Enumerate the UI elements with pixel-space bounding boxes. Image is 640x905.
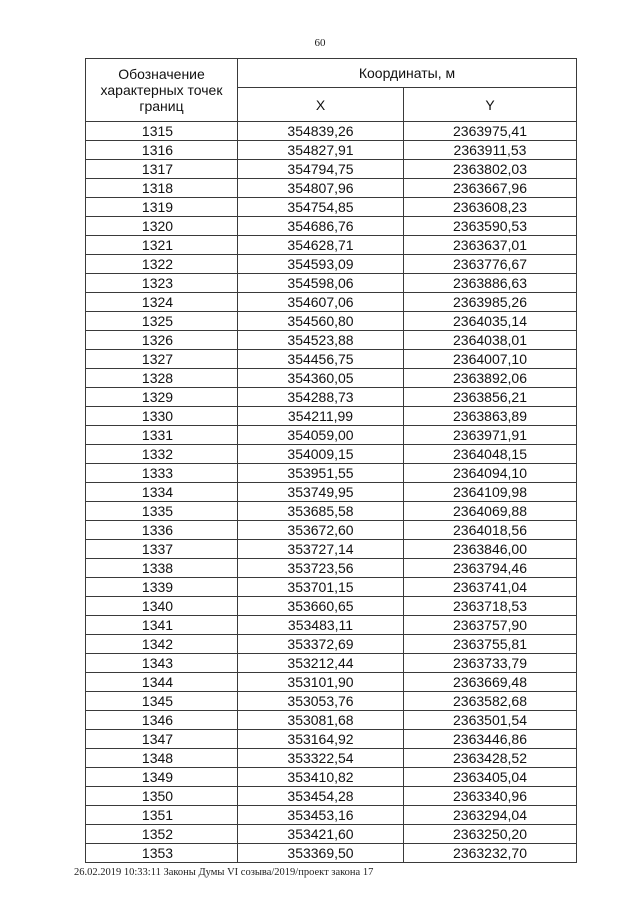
- table-row: [86, 578, 577, 597]
- table-row: [86, 198, 577, 217]
- cell-x-coordinate: 354360,05: [238, 369, 404, 388]
- cell-x-coordinate: 353164,92: [238, 730, 404, 749]
- cell-point-number: 1315: [86, 122, 238, 141]
- cell-x-coordinate: 354560,80: [238, 312, 404, 331]
- cell-x-coordinate: 354059,00: [238, 426, 404, 445]
- table-row: [86, 597, 577, 616]
- cell-y-coordinate: 2363846,00: [404, 540, 577, 559]
- table-row: [86, 331, 577, 350]
- table-row: [86, 426, 577, 445]
- cell-x-coordinate: 353410,82: [238, 768, 404, 787]
- cell-point-number: 1316: [86, 141, 238, 160]
- table-row: [86, 521, 577, 540]
- cell-point-number: 1336: [86, 521, 238, 540]
- table-row: [86, 559, 577, 578]
- cell-point-number: 1334: [86, 483, 238, 502]
- table-row: [86, 768, 577, 787]
- cell-point-number: 1322: [86, 255, 238, 274]
- cell-x-coordinate: 353723,56: [238, 559, 404, 578]
- cell-x-coordinate: 354686,76: [238, 217, 404, 236]
- header-coordinates: Координаты, м: [238, 59, 577, 88]
- table-row: [86, 255, 577, 274]
- table-row: [86, 445, 577, 464]
- table-row: [86, 711, 577, 730]
- cell-point-number: 1341: [86, 616, 238, 635]
- cell-point-number: 1352: [86, 825, 238, 844]
- table-row: [86, 179, 577, 198]
- cell-y-coordinate: 2363718,53: [404, 597, 577, 616]
- table-row: [86, 825, 577, 844]
- cell-x-coordinate: 353322,54: [238, 749, 404, 768]
- table-row: [86, 654, 577, 673]
- cell-point-number: 1348: [86, 749, 238, 768]
- table-row: [86, 293, 577, 312]
- table-row: [86, 350, 577, 369]
- cell-y-coordinate: 2363232,70: [404, 844, 577, 863]
- cell-x-coordinate: 354794,75: [238, 160, 404, 179]
- cell-x-coordinate: 353454,28: [238, 787, 404, 806]
- cell-y-coordinate: 2363911,53: [404, 141, 577, 160]
- coordinates-table: [85, 58, 577, 863]
- cell-point-number: 1340: [86, 597, 238, 616]
- cell-x-coordinate: 354598,06: [238, 274, 404, 293]
- cell-x-coordinate: 354754,85: [238, 198, 404, 217]
- cell-point-number: 1338: [86, 559, 238, 578]
- cell-y-coordinate: 2363856,21: [404, 388, 577, 407]
- cell-x-coordinate: 354523,88: [238, 331, 404, 350]
- cell-y-coordinate: 2363757,90: [404, 616, 577, 635]
- table-row: [86, 312, 577, 331]
- cell-y-coordinate: 2363741,04: [404, 578, 577, 597]
- cell-point-number: 1327: [86, 350, 238, 369]
- cell-x-coordinate: 354607,06: [238, 293, 404, 312]
- cell-point-number: 1321: [86, 236, 238, 255]
- cell-x-coordinate: 354827,91: [238, 141, 404, 160]
- cell-x-coordinate: 353101,90: [238, 673, 404, 692]
- cell-y-coordinate: 2364048,15: [404, 445, 577, 464]
- cell-point-number: 1329: [86, 388, 238, 407]
- cell-y-coordinate: 2363802,03: [404, 160, 577, 179]
- table-row: [86, 388, 577, 407]
- cell-y-coordinate: 2363755,81: [404, 635, 577, 654]
- cell-x-coordinate: 353727,14: [238, 540, 404, 559]
- cell-y-coordinate: 2363501,54: [404, 711, 577, 730]
- cell-x-coordinate: 353672,60: [238, 521, 404, 540]
- table-row: [86, 369, 577, 388]
- table-row: [86, 141, 577, 160]
- cell-y-coordinate: 2364035,14: [404, 312, 577, 331]
- cell-point-number: 1344: [86, 673, 238, 692]
- cell-y-coordinate: 2363975,41: [404, 122, 577, 141]
- header-y: Y: [404, 88, 577, 122]
- cell-point-number: 1343: [86, 654, 238, 673]
- cell-y-coordinate: 2364018,56: [404, 521, 577, 540]
- cell-y-coordinate: 2363250,20: [404, 825, 577, 844]
- table-row: [86, 730, 577, 749]
- cell-y-coordinate: 2364109,98: [404, 483, 577, 502]
- cell-x-coordinate: 354807,96: [238, 179, 404, 198]
- cell-point-number: 1332: [86, 445, 238, 464]
- cell-point-number: 1323: [86, 274, 238, 293]
- table-row: [86, 673, 577, 692]
- cell-y-coordinate: 2363669,48: [404, 673, 577, 692]
- cell-y-coordinate: 2363446,86: [404, 730, 577, 749]
- cell-y-coordinate: 2363667,96: [404, 179, 577, 198]
- cell-point-number: 1346: [86, 711, 238, 730]
- cell-y-coordinate: 2363863,89: [404, 407, 577, 426]
- cell-x-coordinate: 353453,16: [238, 806, 404, 825]
- cell-point-number: 1349: [86, 768, 238, 787]
- cell-x-coordinate: 353685,58: [238, 502, 404, 521]
- table-row: [86, 217, 577, 236]
- cell-point-number: 1330: [86, 407, 238, 426]
- cell-point-number: 1351: [86, 806, 238, 825]
- table-row: [86, 635, 577, 654]
- cell-x-coordinate: 354593,09: [238, 255, 404, 274]
- table-row: [86, 540, 577, 559]
- cell-y-coordinate: 2363340,96: [404, 787, 577, 806]
- table-row: [86, 122, 577, 141]
- cell-point-number: 1353: [86, 844, 238, 863]
- cell-point-number: 1342: [86, 635, 238, 654]
- cell-y-coordinate: 2363582,68: [404, 692, 577, 711]
- cell-x-coordinate: 354211,99: [238, 407, 404, 426]
- cell-x-coordinate: 353951,55: [238, 464, 404, 483]
- cell-point-number: 1331: [86, 426, 238, 445]
- table-row: [86, 616, 577, 635]
- cell-y-coordinate: 2363971,91: [404, 426, 577, 445]
- page-number: 60: [314, 37, 326, 49]
- cell-y-coordinate: 2363294,04: [404, 806, 577, 825]
- cell-x-coordinate: 353081,68: [238, 711, 404, 730]
- cell-y-coordinate: 2363794,46: [404, 559, 577, 578]
- cell-x-coordinate: 353749,95: [238, 483, 404, 502]
- cell-x-coordinate: 353372,69: [238, 635, 404, 654]
- table-row: [86, 160, 577, 179]
- cell-x-coordinate: 353053,76: [238, 692, 404, 711]
- cell-x-coordinate: 354009,15: [238, 445, 404, 464]
- cell-y-coordinate: 2363776,67: [404, 255, 577, 274]
- cell-x-coordinate: 353660,65: [238, 597, 404, 616]
- table-row: [86, 844, 577, 863]
- cell-y-coordinate: 2364038,01: [404, 331, 577, 350]
- cell-y-coordinate: 2363590,53: [404, 217, 577, 236]
- table-row: [86, 464, 577, 483]
- cell-point-number: 1335: [86, 502, 238, 521]
- cell-point-number: 1320: [86, 217, 238, 236]
- cell-x-coordinate: 353212,44: [238, 654, 404, 673]
- table-row: [86, 749, 577, 768]
- cell-x-coordinate: 353483,11: [238, 616, 404, 635]
- cell-y-coordinate: 2364007,10: [404, 350, 577, 369]
- cell-y-coordinate: 2363985,26: [404, 293, 577, 312]
- table-body: [86, 122, 577, 863]
- cell-point-number: 1350: [86, 787, 238, 806]
- cell-point-number: 1333: [86, 464, 238, 483]
- table-row: [86, 787, 577, 806]
- cell-y-coordinate: 2363637,01: [404, 236, 577, 255]
- cell-y-coordinate: 2363608,23: [404, 198, 577, 217]
- cell-y-coordinate: 2364069,88: [404, 502, 577, 521]
- cell-x-coordinate: 353421,60: [238, 825, 404, 844]
- table-row: [86, 274, 577, 293]
- cell-y-coordinate: 2363733,79: [404, 654, 577, 673]
- table-row: [86, 236, 577, 255]
- table-row: [86, 692, 577, 711]
- footer-timestamp: 26.02.2019 10:33:11 Законы Думы VI созыва/2019/проект закона 17: [74, 867, 374, 878]
- cell-y-coordinate: 2363892,06: [404, 369, 577, 388]
- cell-point-number: 1318: [86, 179, 238, 198]
- cell-point-number: 1328: [86, 369, 238, 388]
- cell-y-coordinate: 2363428,52: [404, 749, 577, 768]
- cell-y-coordinate: 2363405,04: [404, 768, 577, 787]
- cell-point-number: 1337: [86, 540, 238, 559]
- cell-point-number: 1324: [86, 293, 238, 312]
- cell-x-coordinate: 354628,71: [238, 236, 404, 255]
- cell-point-number: 1319: [86, 198, 238, 217]
- cell-point-number: 1326: [86, 331, 238, 350]
- cell-point-number: 1317: [86, 160, 238, 179]
- table-row: [86, 806, 577, 825]
- header-point-designation: Обозначение характерных точек границ: [86, 59, 238, 122]
- cell-x-coordinate: 354456,75: [238, 350, 404, 369]
- cell-y-coordinate: 2363886,63: [404, 274, 577, 293]
- cell-x-coordinate: 353701,15: [238, 578, 404, 597]
- cell-x-coordinate: 354288,73: [238, 388, 404, 407]
- cell-x-coordinate: 353369,50: [238, 844, 404, 863]
- cell-y-coordinate: 2364094,10: [404, 464, 577, 483]
- cell-point-number: 1339: [86, 578, 238, 597]
- cell-point-number: 1325: [86, 312, 238, 331]
- table-row: [86, 502, 577, 521]
- table-row: [86, 407, 577, 426]
- table-row: [86, 483, 577, 502]
- cell-point-number: 1345: [86, 692, 238, 711]
- header-x: X: [238, 88, 404, 122]
- cell-x-coordinate: 354839,26: [238, 122, 404, 141]
- cell-point-number: 1347: [86, 730, 238, 749]
